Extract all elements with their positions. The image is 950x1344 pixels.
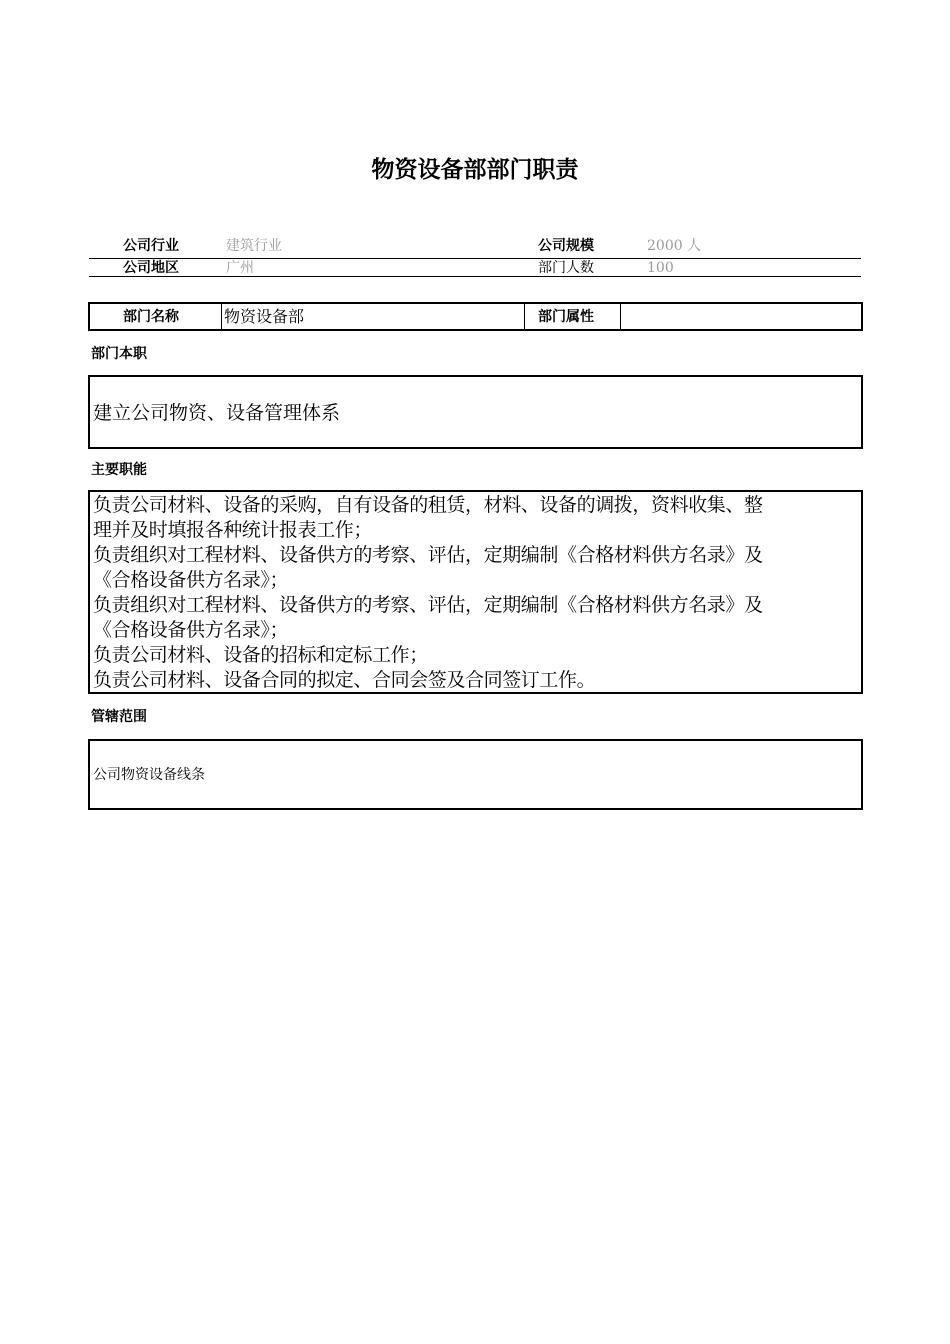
scale-label: 公司规模 (538, 238, 594, 254)
headcount-value: 100 (647, 260, 674, 276)
region-label: 公司地区 (123, 260, 179, 276)
department-name-label: 部门名称 (123, 309, 179, 325)
page-title: 物资设备部部门职责 (371, 157, 579, 183)
headcount-label: 部门人数 (538, 260, 594, 276)
function-line: 《合格设备供方名录》； (93, 619, 289, 641)
cell-divider (221, 304, 222, 329)
function-line: 《合格设备供方名录》； (93, 569, 289, 591)
function-line: 负责公司材料、设备的招标和定标工作； (93, 644, 428, 666)
function-line: 负责公司材料、设备合同的拟定、合同会签及合同签订工作。 (93, 669, 596, 691)
function-line: 负责公司材料、设备的采购，自有设备的租赁，材料、设备的调拨，资料收集、整 (93, 494, 763, 516)
department-row (88, 302, 863, 331)
functions-heading: 主要职能 (91, 462, 147, 478)
industry-value: 建筑行业 (226, 238, 282, 254)
department-name-value: 物资设备部 (224, 307, 305, 326)
functions-box (88, 490, 863, 694)
duty-box (88, 375, 863, 449)
function-line: 负责组织对工程材料、设备供方的考察、评估，定期编制《合格材料供方名录》及 (93, 544, 763, 566)
function-line: 负责组织对工程材料、设备供方的考察、评估，定期编制《合格材料供方名录》及 (93, 594, 763, 616)
region-value: 广州 (226, 260, 254, 276)
cell-divider (524, 304, 525, 329)
function-line: 理并及时填报各种统计报表工作； (93, 519, 373, 541)
cell-divider (620, 304, 621, 329)
duty-heading: 部门本职 (91, 346, 147, 362)
scope-box (88, 739, 863, 810)
scope-heading: 管辖范围 (91, 709, 147, 725)
duty-text: 建立公司物资、设备管理体系 (93, 402, 341, 424)
info-divider (89, 258, 861, 259)
info-bottom-divider (89, 276, 861, 277)
functions-list (93, 493, 763, 693)
department-attribute-label: 部门属性 (538, 309, 594, 325)
scale-value: 2000 人 (647, 238, 702, 254)
industry-label: 公司行业 (123, 238, 179, 254)
scope-text: 公司物资设备线条 (93, 767, 205, 783)
